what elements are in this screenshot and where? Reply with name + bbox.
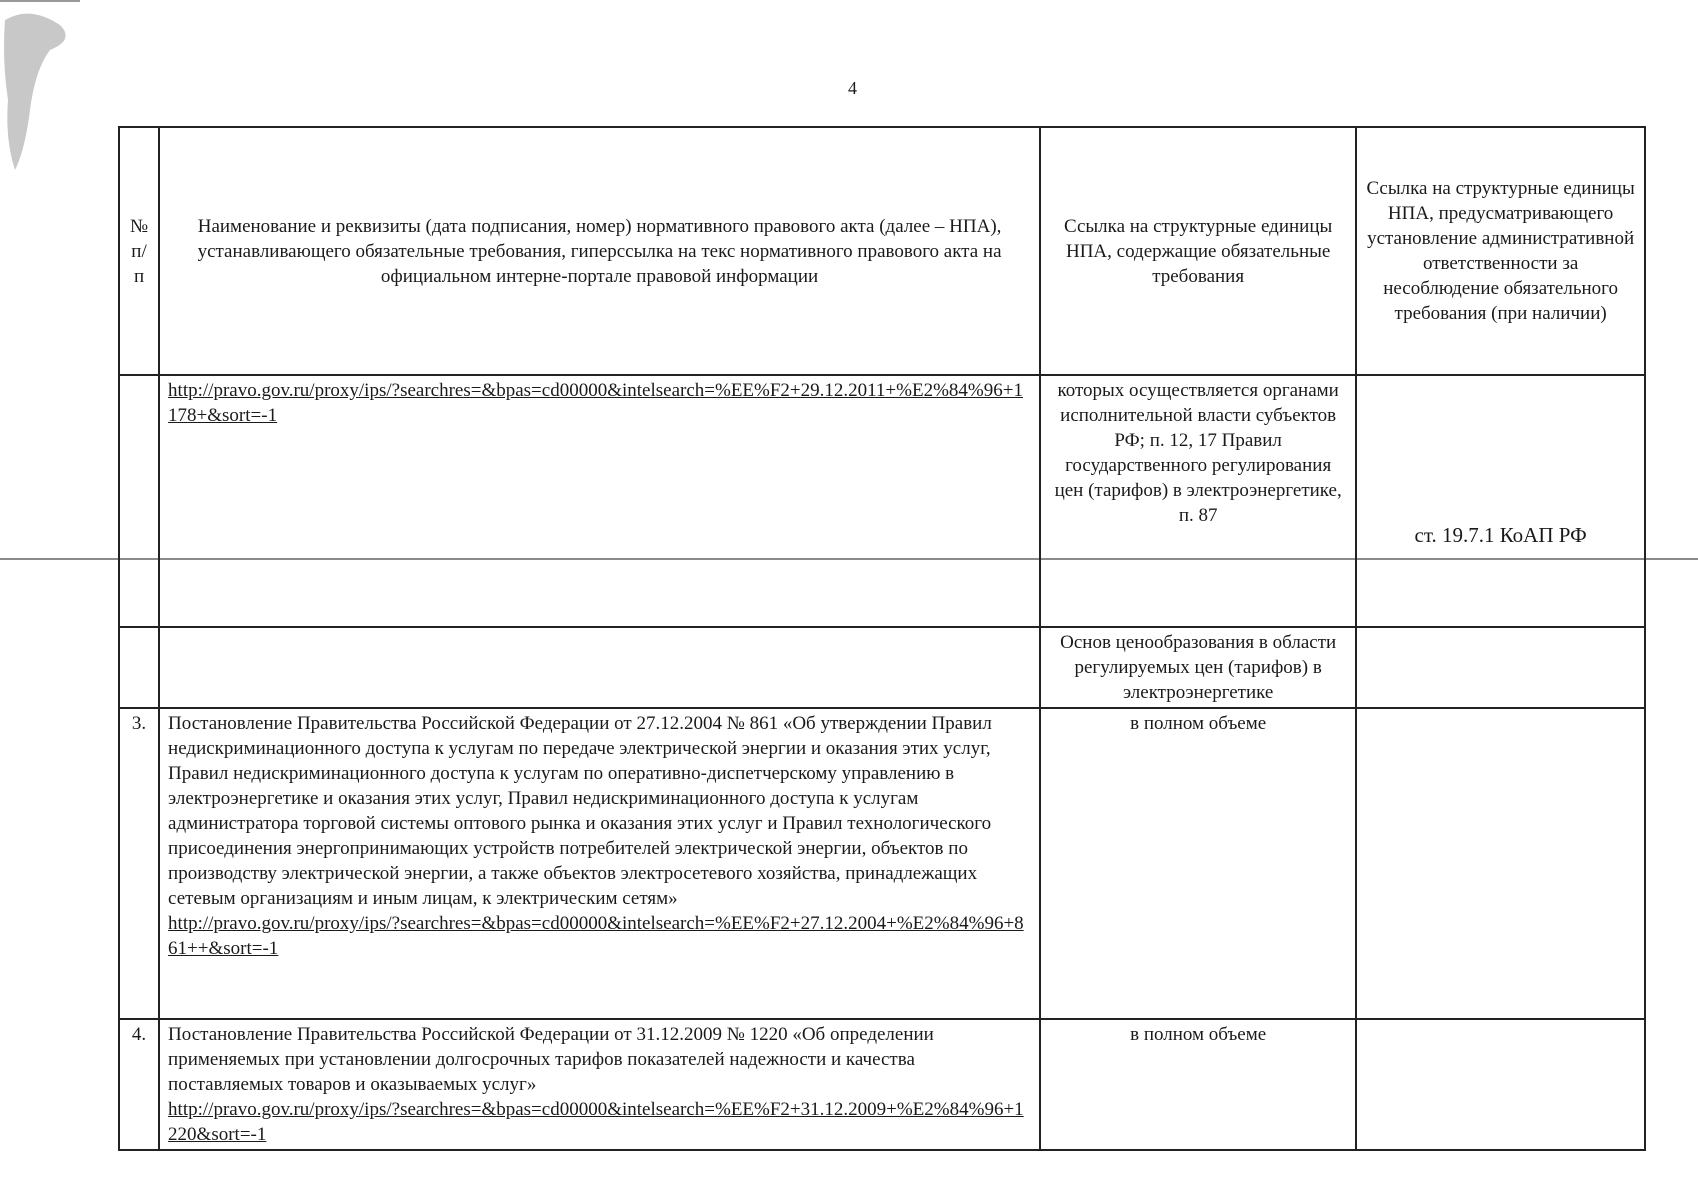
act-cell bbox=[159, 708, 1040, 1019]
act-link[interactable]: http://pravo.gov.ru/proxy/ips/?searchres=&bpas=cd00000&intelsearch=%EE%F2+29.12.2011+%E2%84%96+1178+&sort=-1 bbox=[168, 380, 1023, 426]
act-cell bbox=[159, 627, 1040, 708]
header-administrative-reference: Ссылка на структурные единицы НПА, предусматривающего установление административной ответственности за несоблюдение обязательного требования (при наличии) bbox=[1356, 127, 1645, 375]
administrative-cell bbox=[1356, 1019, 1645, 1150]
act-cell bbox=[159, 375, 1040, 627]
reference-cell: которых осуществляется органами исполнительной власти субъектов РФ; п. 12, 17 Правил государственного регулирования цен (тарифов) в электроэнергетике, п. 87 bbox=[1040, 375, 1356, 627]
row-number bbox=[119, 627, 159, 708]
act-title: Постановление Правительства Российской Федерации от 31.12.2009 № 1220 «Об определении применяемых при установлении долгосрочных тарифов показателей надежности и качества поставляемых товаров и оказываемых услуг» bbox=[168, 1024, 934, 1095]
scan-stain-mark bbox=[0, 0, 80, 200]
reference-cell: Основ ценообразования в области регулируемых цен (тарифов) в электроэнергетике bbox=[1040, 627, 1356, 708]
reference-cell: в полном объеме bbox=[1040, 1019, 1356, 1150]
row-number: 4. bbox=[119, 1019, 159, 1150]
administrative-cell bbox=[1356, 627, 1645, 708]
table-row bbox=[119, 1019, 1645, 1150]
table-row bbox=[119, 708, 1645, 1019]
administrative-cell bbox=[1356, 708, 1645, 1019]
act-link[interactable]: http://pravo.gov.ru/proxy/ips/?searchres=&bpas=cd00000&intelsearch=%EE%F2+27.12.2004+%E2%84%96+861++&sort=-1 bbox=[168, 913, 1024, 959]
table-header-row bbox=[119, 127, 1645, 375]
page-number: 4 bbox=[848, 78, 857, 98]
table-row bbox=[119, 375, 1645, 627]
row-number: 3. bbox=[119, 708, 159, 1019]
reference-cell: в полном объеме bbox=[1040, 708, 1356, 1019]
header-structural-reference: Ссылка на структурные единицы НПА, содержащие обязательные требования bbox=[1040, 127, 1356, 375]
act-link[interactable]: http://pravo.gov.ru/proxy/ips/?searchres=&bpas=cd00000&intelsearch=%EE%F2+31.12.2009+%E2%84%96+1220&sort=-1 bbox=[168, 1099, 1024, 1145]
act-cell bbox=[159, 1019, 1040, 1150]
administrative-cell: ст. 19.7.1 КоАП РФ bbox=[1356, 375, 1645, 627]
requirements-table bbox=[118, 126, 1646, 1151]
header-act-name: Наименование и реквизиты (дата подписания, номер) нормативного правового акта (далее – НПА), устанавливающего обязательные требования, гиперссылка на текс нормативного правового акта на официальном интерне-портале правовой информации bbox=[159, 127, 1040, 375]
act-title: Постановление Правительства Российской Федерации от 27.12.2004 № 861 «Об утверждении Правил недискриминационного доступа к услугам по передаче электрической энергии и оказания этих услуг, Правил недискриминационного доступа к услугам по оперативно-диспетчерскому управлению в электроэнергетике и оказания этих услуг, Правил недискриминационного доступа к услугам администратора торговой системы оптового рынка и оказания этих услуг и Правил технологического присоединения энергопринимающих устройств потребителей электрической энергии, объектов по производству электрической энергии, а также объектов электросетевого хозяйства, принадлежащих сетевым организациям и иным лицам, к электрическим сетям» bbox=[168, 713, 992, 909]
table-row bbox=[119, 627, 1645, 708]
row-number bbox=[119, 375, 159, 627]
header-number: № п/п bbox=[119, 127, 159, 375]
